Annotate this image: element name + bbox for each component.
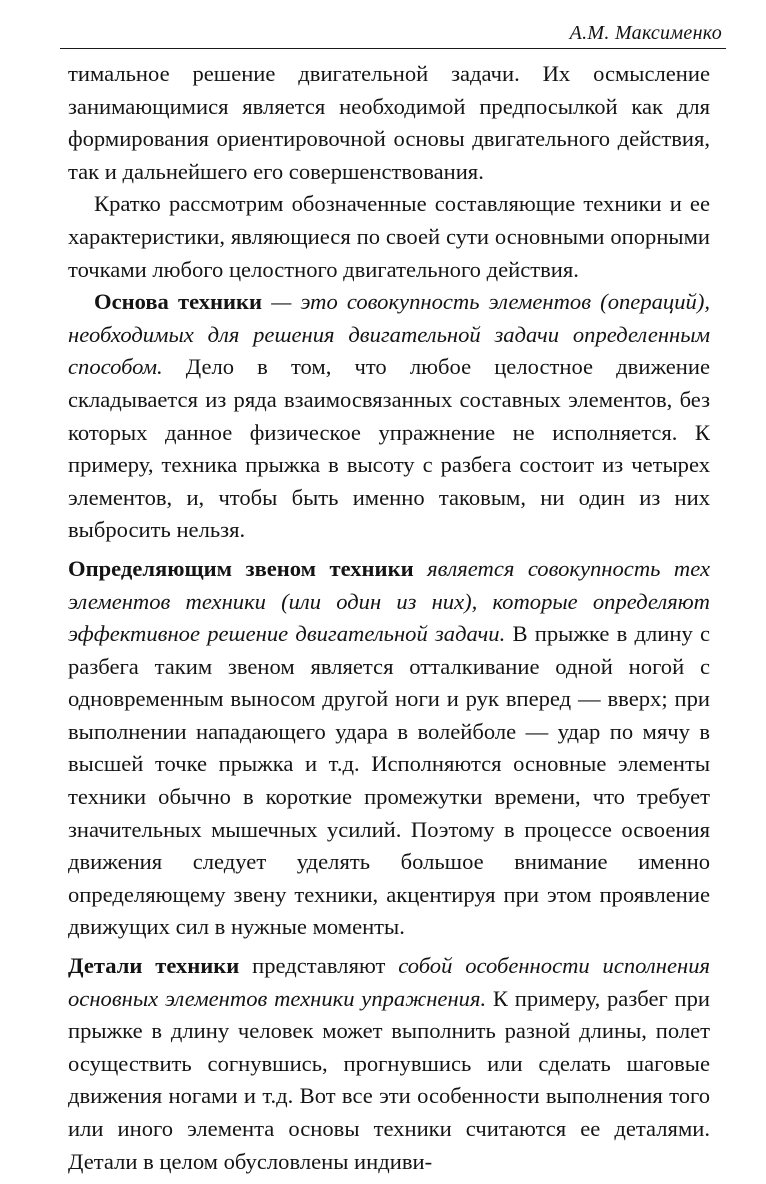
paragraph-2: Кратко рассмотрим обозначенные составляющие техники и ее характеристики, являющиеся по своей сути основными опорными точками любого целостного двигательного действия. bbox=[68, 191, 710, 282]
definition-detali: собой особенности исполнения основных элементов техники упражнения. bbox=[68, 953, 710, 1011]
text-osnova: Дело в том, что любое целостное движение складывается из ряда взаимосвязанных составных элементов, без которых данное физическое упражнение не исполняется. К примеру, техника прыжка в высоту с разбега состоит из четырех элементов, и, чтобы быть именно таковым, ни один из них выбросить нельзя. bbox=[68, 354, 710, 543]
header-rule bbox=[60, 48, 726, 49]
running-header-author: А.М. Максименко bbox=[569, 22, 722, 44]
term-opredelyayushchee-zveno: Определяющим звеном техники bbox=[68, 555, 414, 581]
body-text bbox=[68, 58, 710, 1178]
paragraph-opredelyayushchee-zveno bbox=[68, 553, 710, 944]
definition-opredelyayushchee-zveno: является совокупность тех элементов техники (или один из них), которые определяют эффективное решение двигательной задачи. bbox=[68, 555, 710, 647]
term-detali: Детали техники bbox=[68, 953, 240, 979]
paragraph-detali bbox=[68, 950, 710, 1178]
text-detali-b: К примеру, разбег при прыжке в длину человек может выполнить разной длины, полет осуществить согнувшись, прогнувшись или сделать шаговые движения ногами и т.д. Вот все эти особенности выполнения того или иного элемента основы техники считаются ее деталями. Детали в целом обусловлены индиви- bbox=[68, 985, 710, 1174]
term-osnova: Основа техники bbox=[94, 289, 263, 315]
paragraph-osnova bbox=[68, 286, 710, 547]
text-detali-a: представляют bbox=[239, 953, 399, 979]
paragraph-1: тимальное решение двигательной задачи. Их осмысление занимающимися является необходимой предпосылкой как для формирования ориентировочной основы двигательного действия, так и дальнейшего его совершенствования. bbox=[68, 61, 710, 184]
text-opredelyayushchee-zveno: В прыжке в длину с разбега таким звеном является отталкивание одной ногой с одновременным выносом другой ноги и рук вперед — вверх; при выполнении нападающего удара в волейболе — удар по мячу в высшей точке прыжка и т.д. Исполняются основные элементы техники обычно в короткие промежутки времени, что требует значительных мышечных усилий. Поэтому в процессе освоения движения следует уделять большое внимание именно определяющему звену техники, акцентируя при этом проявление движущих сил в нужные моменты. bbox=[68, 621, 710, 940]
definition-osnova: — это совокупность элементов (операций), необходимых для решения двигательной задачи определенным способом. bbox=[68, 289, 710, 380]
